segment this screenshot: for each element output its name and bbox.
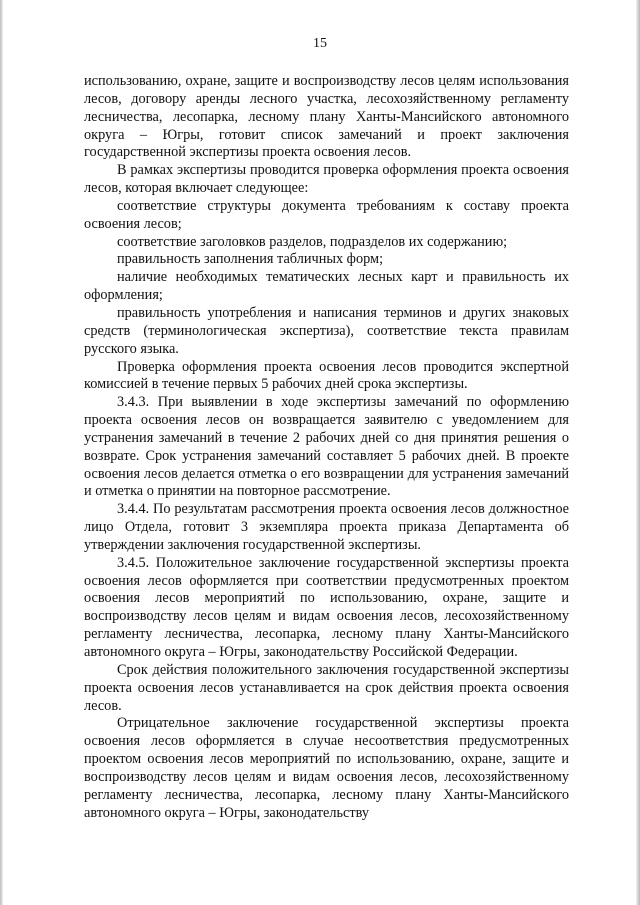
clause-3-4-5: 3.4.5. Положительное заключение государственной экспертизы проекта освоения лесов оформляется при соответствии предусмотренных проектом освоения лесов мероприятий по использованию, охране, защите и воспроизводству лесов целям и видам освоения лесов, лесохозяйственному регламенту лесничества, лесопарка, лесному плану Ханты-Мансийского автономного округа – Югры, законодательству Российской Федерации. [84, 554, 569, 660]
body-text [84, 73, 569, 822]
clause-3-4-4: 3.4.4. По результатам рассмотрения проекта освоения лесов должностное лицо Отдела, готовит 3 экземпляра проекта приказа Департамента об утверждении заключения государственной экспертизы. [84, 501, 569, 553]
paragraph: В рамках экспертизы проводится проверка оформления проекта освоения лесов, которая включает следующее: [84, 162, 569, 197]
list-item: правильность употребления и написания терминов и других знаковых средств (терминологическая экспертиза), соответствие текста правилам русского языка. [84, 304, 569, 357]
paragraph: Проверка оформления проекта освоения лесов проводится экспертной комиссией в течение первых 5 рабочих дней срока экспертизы. [84, 358, 569, 393]
list-item: наличие необходимых тематических лесных карт и правильность их оформления; [84, 269, 569, 304]
list-item: правильность заполнения табличных форм; [117, 251, 384, 268]
scan-right-edge [636, 0, 640, 905]
list-item: соответствие структуры документа требованиям к составу проекта освоения лесов; [84, 197, 569, 232]
scan-left-edge [0, 0, 3, 905]
paragraph: использованию, охране, защите и воспроизводству лесов целям использования лесов, договору аренды лесного участка, лесохозяйственному регламенту лесничества, лесопарка, лесному плану Ханты-Мансийского автономного округа – Югры, готовит список замечаний и проект заключения государственной экспертизы проекта освоения лесов. [84, 73, 569, 161]
clause-3-4-3: 3.4.3. При выявлении в ходе экспертизы замечаний по оформлению проекта освоения лесов он возвращается заявителю с уведомлением для устранения замечаний в течение 2 рабочих дней со дня принятия решения о возврате. Срок устранения замечаний составляет 5 рабочих дней. В проекте освоения лесов делается отметка о его возвращении для устранения замечаний и отметка о принятии на повторное рассмотрение. [84, 394, 569, 500]
paragraph: Срок действия положительного заключения государственной экспертизы проекта освоения лесов устанавливается на срок действия проекта освоения лесов. [84, 661, 569, 714]
page-number: 15 [313, 36, 327, 51]
list-item: соответствие заголовков разделов, подразделов их содержанию; [117, 233, 508, 250]
paragraph: Отрицательное заключение государственной экспертизы проекта освоения лесов оформляется в случае несоответствия предусмотренных проектом освоения лесов мероприятий по использованию, охране, защите и воспроизводству лесов целям и видам освоения лесов, лесохозяйственному регламенту лесничества, лесопарка, лесному плану Ханты-Мансийского автономного округа – Югры, законодательству [84, 715, 569, 821]
